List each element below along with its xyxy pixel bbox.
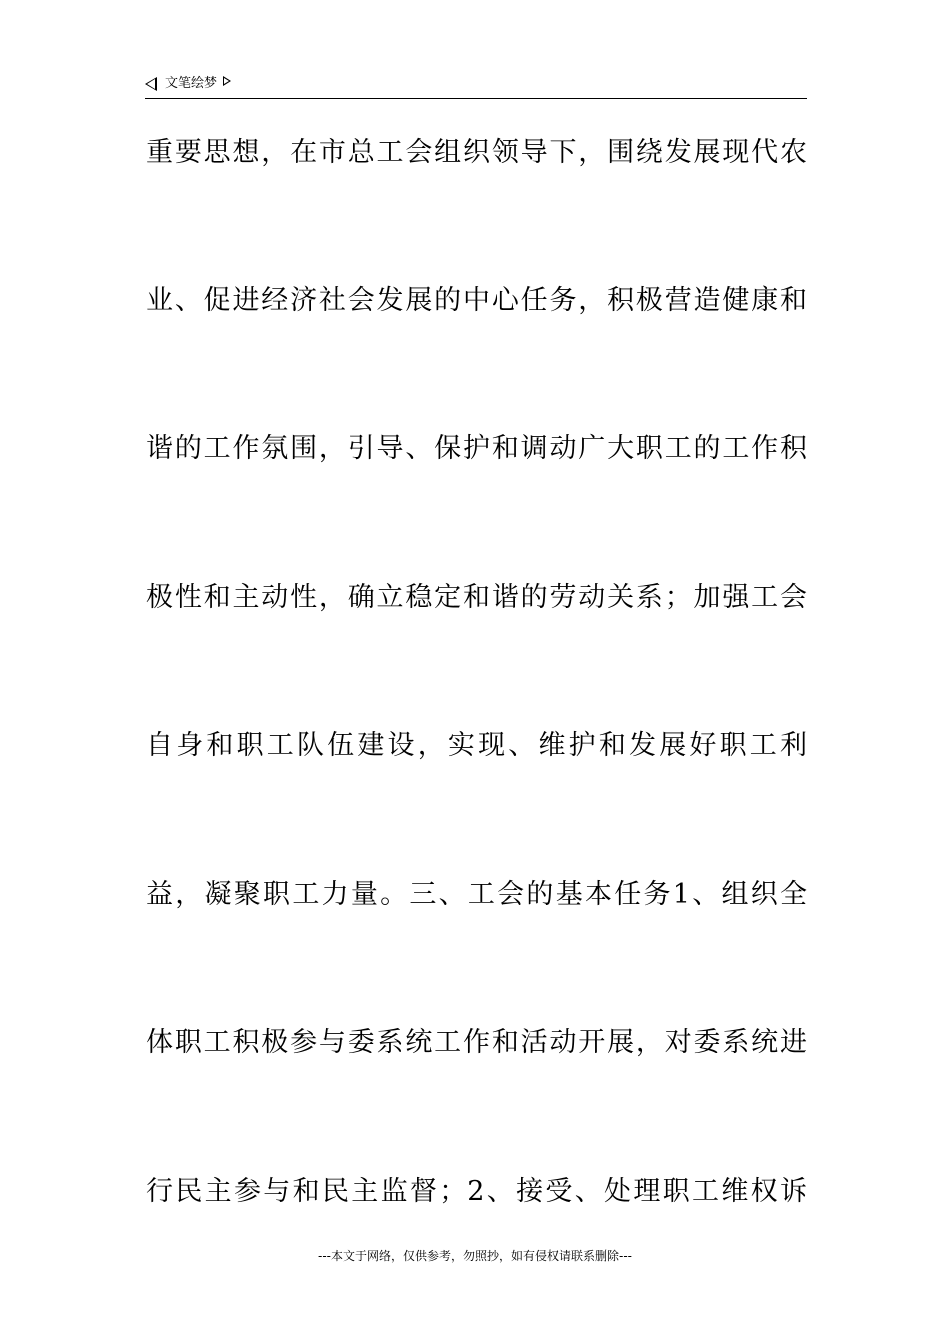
header-brand-row: [145, 74, 231, 94]
body-line: 谐的工作氛围，引导、保护和调动广大职工的工作积: [146, 433, 808, 464]
body-line: 益，凝聚职工力量。三、工会的基本任务1、组织全: [146, 879, 808, 910]
body-line: 行民主参与和民主监督；2、接受、处理职工维权诉: [146, 1176, 808, 1207]
body-line: 自身和职工队伍建设，实现、维护和发展好职工利: [146, 730, 808, 761]
body-line: 业、促进经济社会发展的中心任务，积极营造健康和: [146, 285, 808, 316]
body-line: 重要思想，在市总工会组织领导下，围绕发展现代农: [146, 137, 808, 168]
body-line: 体职工积极参与委系统工作和活动开展，对委系统进: [146, 1027, 808, 1058]
triangle-left-icon: [145, 77, 157, 91]
body-line: 极性和主动性，确立稳定和谐的劳动关系；加强工会: [146, 582, 808, 613]
header-brand: 文笔绘梦: [165, 76, 218, 91]
triangle-right-icon: [223, 76, 231, 86]
page-header: [145, 72, 807, 99]
footer-notice: ---本文于网络，仅供参考，勿照抄，如有侵权请联系删除---: [318, 1249, 632, 1263]
